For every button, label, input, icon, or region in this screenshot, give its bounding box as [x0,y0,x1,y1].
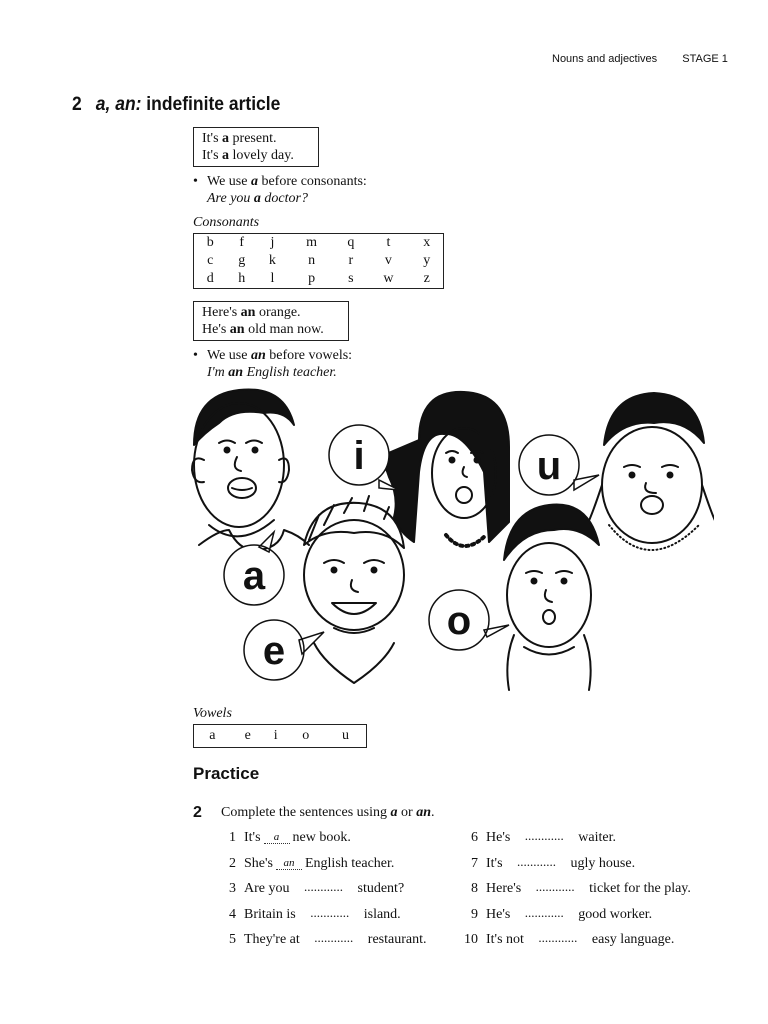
exercise-item [216,907,426,933]
exercise-number: 2 [193,804,202,821]
vowel-letter: o [302,728,310,743]
exercise-item-number: 8 [471,881,478,896]
vowels-row [194,725,367,748]
answer-blank[interactable] [524,881,586,894]
consonants-row [194,234,444,253]
consonant-letter: y [423,252,431,268]
face-boy-left-illustration [192,389,309,550]
consonant-letter: x [423,235,431,250]
practice-heading: Practice [193,764,260,783]
consonant-letter: m [306,235,318,250]
section-number: 2 [72,94,82,115]
answer-blank[interactable] [513,907,575,920]
answer-blank[interactable] [293,881,355,894]
exercise-item [458,830,691,856]
consonant-letter: w [383,270,394,286]
exercise-item-number: 1 [229,830,236,845]
answer-blank[interactable] [513,830,575,843]
answer-blank[interactable] [299,907,361,920]
bullet-icon: • [193,348,198,363]
answer-blank[interactable] [506,856,568,869]
consonant-letter: h [238,270,246,286]
exercise-item [216,881,426,907]
vowels-label: Vowels [193,706,232,721]
consonant-letter: s [348,270,354,286]
exercise-item-text-after: island. [363,906,401,922]
exercise-item-text-before: She's [244,855,273,871]
vowels-table [193,724,367,748]
exercise-item-text-after: restaurant. [367,932,427,947]
exercise-item-text-before: It's [486,855,503,871]
example-box-an: Here's an orange. He's an old man now. [193,301,349,341]
speech-bubble-letter-u: u [536,444,562,488]
exercise-item [458,881,691,907]
exercise-instruction: Complete the sentences using a or an. [221,805,435,820]
consonant-letter: l [270,270,275,286]
consonant-letter: d [206,270,214,286]
exercise-item-number: 9 [471,906,478,922]
exercise-item-text-before: Are you [244,881,290,896]
face-boy-right-illustration [504,505,599,691]
rule-an-example: I'm an English teacher. [207,365,337,380]
rule-an: • We use an before vowels: I'm an English teacher. [193,348,353,380]
running-head-stage: STAGE 1 [682,53,728,65]
exercise-item-text-after: ugly house. [570,855,636,871]
vowel-letter: a [209,728,216,743]
exercise-item-text-after: good worker. [578,906,653,922]
exercise-item [216,830,426,856]
consonant-letter: q [347,235,355,250]
exercise-item-text-before: Britain is [244,906,296,922]
exercise-items-left [216,830,426,958]
exercise-item-number: 2 [229,855,236,871]
vowel-letter: u [342,728,350,743]
exercise-item-text-after: easy language. [591,932,675,947]
running-head-chapter: Nouns and adjectives [552,53,658,65]
consonant-letter: p [308,270,316,286]
example-box-a-line: It's a present. [202,131,277,146]
exercise-item-number: 6 [471,830,478,845]
consonant-letter: j [270,235,275,250]
consonant-letter: v [384,252,392,268]
exercise-item-text-after: student? [357,881,405,896]
speech-bubble-letter-i: i [353,434,365,478]
section-title [72,94,280,116]
exercise-item-number: 7 [471,855,478,871]
face-girl-hair-illustration [379,392,509,546]
bullet-icon: • [193,174,198,189]
section-title-italic: a, an: [95,94,142,115]
consonant-letter: c [207,252,214,268]
exercise-item-number: 10 [464,932,478,947]
exercise-items-right [458,830,691,958]
exercise-item-text-before: They're at [244,932,300,947]
consonant-letter: b [206,235,214,250]
section-title-rest: indefinite article [146,94,281,115]
exercise-item-text-after: ticket for the play. [589,881,691,896]
exercise-item-text-after: new book. [292,830,351,845]
vowel-letter: i [273,728,278,743]
exercise-item-number: 5 [229,932,236,947]
exercise-item [216,856,426,882]
consonant-letter: n [308,252,316,268]
example-box-a [193,127,319,167]
exercise-item [458,932,691,958]
speech-bubble-letter-e: e [262,629,286,673]
rule-a: • We use a before consonants: Are you a doctor? [193,174,367,206]
exercise-item-text-before: Here's [486,881,522,896]
consonant-letter: f [239,235,245,250]
consonants-label: Consonants [193,215,260,230]
vowel-faces-illustration [184,385,714,710]
consonants-table [193,233,444,289]
rule-an-keyword: an [250,348,266,363]
face-girl-right-illustration [587,393,714,550]
example-box-a-line: It's a lovely day. [202,148,294,163]
vowel-letter: e [244,728,251,743]
consonants-row [194,270,444,289]
consonant-letter: g [238,252,246,268]
exercise-item [458,856,691,882]
consonant-letter: t [386,235,391,250]
exercise-item-text-before: It's [244,830,261,845]
exercise-item-text-before: It's not [486,932,524,947]
answer-blank[interactable] [303,932,365,945]
exercise-item-number: 3 [229,881,236,896]
exercise-item-text-after: waiter. [578,830,617,845]
consonant-letter: r [348,252,354,268]
running-head [552,53,728,65]
exercise-item-number: 4 [229,906,236,922]
exercise-item [458,907,691,933]
exercise-item-text-before: He's [486,830,511,845]
answer-blank[interactable]: a [264,831,290,844]
exercise-item [216,932,426,958]
speech-bubble-letter-o: o [446,599,472,643]
exercise-item-text-after: English teacher. [304,855,395,871]
rule-a-keyword: a [250,174,258,189]
answer-blank[interactable] [527,932,589,945]
consonant-letter: z [423,270,430,286]
speech-bubble-letter-a: a [242,554,266,598]
answer-blank[interactable]: an [276,857,302,870]
exercise-item-text-before: He's [486,906,511,922]
consonants-row [194,252,444,270]
consonant-letter: k [268,252,276,268]
rule-a-example: Are you a doctor? [207,191,308,206]
face-boy-middle-illustration [304,496,404,683]
